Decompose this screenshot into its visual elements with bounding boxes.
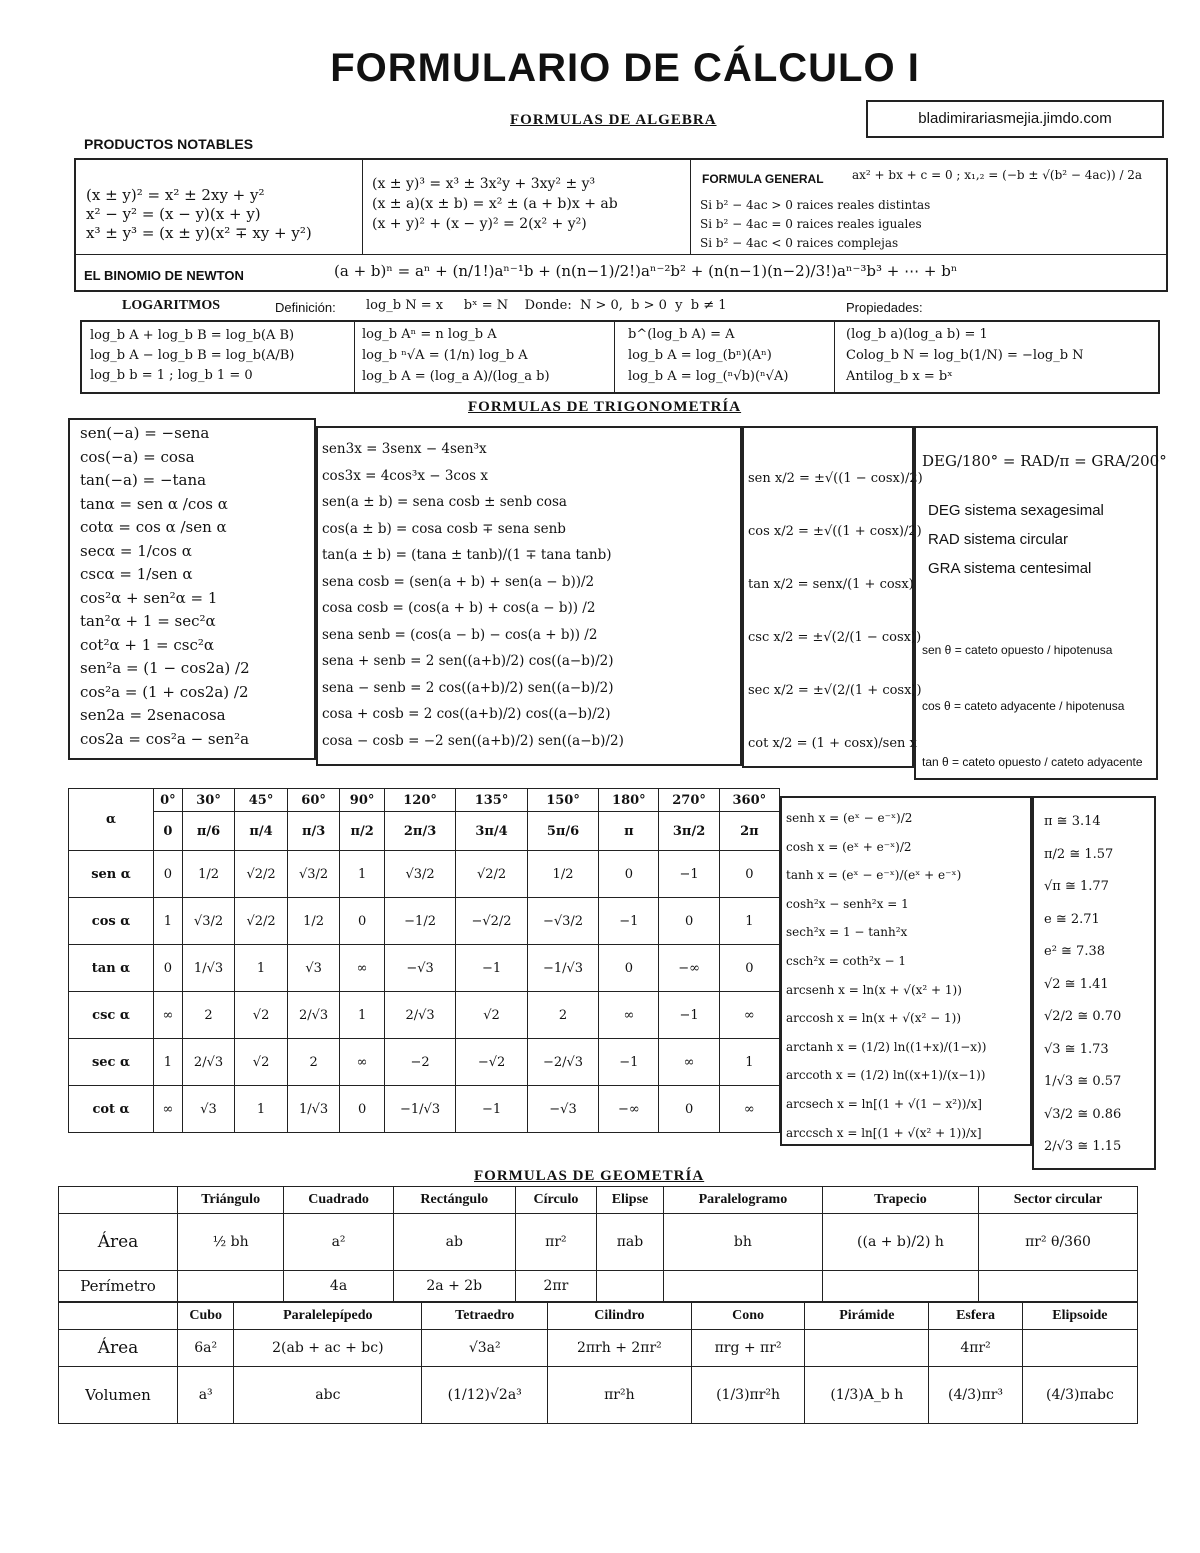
degree-cell: 135° xyxy=(456,789,527,812)
constant: e² ≅ 7.38 xyxy=(1044,944,1106,959)
solid-area-cell: √3a² xyxy=(422,1330,548,1367)
formula: x² − y² = (x − y)(x + y) xyxy=(86,205,261,223)
formula: cos(a ± b) = cosa cosb ∓ sena senb xyxy=(322,520,566,537)
degree-cell: 150° xyxy=(527,789,598,812)
formula: log_b A − log_b B = log_b(A/B) xyxy=(90,348,295,363)
log-col1 xyxy=(90,326,294,386)
unit-item: RAD sistema circular xyxy=(928,531,1069,548)
value-cell: √2/2 xyxy=(235,851,288,898)
table-row xyxy=(69,945,780,992)
value-cell: −∞ xyxy=(599,1086,659,1133)
value-cell: √3 xyxy=(287,945,340,992)
function-name-cell: cos α xyxy=(69,898,154,945)
value-cell: −√3/2 xyxy=(527,898,598,945)
trig-col1 xyxy=(80,422,250,751)
perimeter-cell xyxy=(597,1271,664,1302)
formula: log_b ⁿ√A = (1/n) log_b A xyxy=(362,348,528,363)
units-list xyxy=(928,496,1104,583)
constant: π ≅ 3.14 xyxy=(1044,814,1101,829)
volume-cell: abc xyxy=(234,1367,422,1424)
value-cell: −1 xyxy=(599,1039,659,1086)
formula: cosh x = (eˣ + e⁻ˣ)/2 xyxy=(786,839,912,854)
definicion: log_b N = x bˣ = N Donde: N > 0, b > 0 y b ≠ 1 xyxy=(366,298,727,313)
value-cell: 1 xyxy=(340,992,384,1039)
value-cell: −1 xyxy=(456,945,527,992)
table-row xyxy=(69,1086,780,1133)
value-cell: 1/2 xyxy=(527,851,598,898)
value-cell: −1 xyxy=(659,851,719,898)
units-equation: DEG/180° = RAD/π = GRA/200° xyxy=(922,452,1167,470)
formula: sena senb = (cos(a − b) − cos(a + b)) /2 xyxy=(322,626,598,643)
table-row xyxy=(69,812,780,851)
ratio: tan θ = cateto opuesto / cateto adyacente xyxy=(922,755,1143,769)
angle-table xyxy=(68,788,780,1133)
volume-cell: (4/3)πabc xyxy=(1022,1367,1137,1424)
formula: (x + y)² + (x − y)² = 2(x² + y²) xyxy=(372,216,587,232)
column-header: Sector circular xyxy=(979,1187,1138,1214)
value-cell: 0 xyxy=(659,898,719,945)
value-cell: √2 xyxy=(456,992,527,1039)
formula: arccsch x = ln[(1 + √(x² + 1))/x] xyxy=(786,1125,982,1140)
table-row xyxy=(59,1303,1138,1330)
table-row xyxy=(59,1271,1138,1302)
logaritmos-label: LOGARITMOS xyxy=(122,298,221,313)
value-cell: ∞ xyxy=(659,1039,719,1086)
column-header: Cilindro xyxy=(548,1303,692,1330)
algebra-col3 xyxy=(700,196,930,253)
column-header: Paralelogramo xyxy=(663,1187,822,1214)
algebra-heading: FORMULAS DE ALGEBRA xyxy=(510,112,717,128)
value-cell: 1/2 xyxy=(182,851,235,898)
degree-cell: 60° xyxy=(287,789,340,812)
value-cell: ∞ xyxy=(719,992,779,1039)
function-name-cell: sen α xyxy=(69,851,154,898)
column-header: Cuadrado xyxy=(284,1187,394,1214)
area-cell: bh xyxy=(663,1214,822,1271)
area-cell: πab xyxy=(597,1214,664,1271)
constant: π/2 ≅ 1.57 xyxy=(1044,846,1114,862)
formula-general-label: FORMULA GENERAL xyxy=(702,172,824,186)
formula: log_b A + log_b B = log_b(A B) xyxy=(90,328,295,343)
unit-item: GRA sistema centesimal xyxy=(928,560,1092,577)
formula: tan(a ± b) = (tana ± tanb)/(1 ∓ tana tanb) xyxy=(322,547,612,563)
value-cell: √3/2 xyxy=(287,851,340,898)
value-cell: 0 xyxy=(599,945,659,992)
value-cell: 0 xyxy=(719,851,779,898)
value-cell: √2 xyxy=(235,1039,288,1086)
formula: cos²a = (1 + cos2a) /2 xyxy=(80,682,249,701)
formula: sena + senb = 2 sen((a+b)/2) cos((a−b)/2) xyxy=(322,653,614,669)
formula: Antilog_b x = bˣ xyxy=(846,369,953,384)
formula: arcsenh x = ln(x + √(x² + 1)) xyxy=(786,982,962,997)
log-col4 xyxy=(846,324,1084,387)
value-cell: 1 xyxy=(154,1039,183,1086)
value-cell: ∞ xyxy=(154,1086,183,1133)
value-cell: 0 xyxy=(659,1086,719,1133)
formula: (x ± a)(x ± b) = x² ± (a + b)x + ab xyxy=(372,196,618,212)
perimeter-cell xyxy=(663,1271,822,1302)
solid-area-cell xyxy=(1022,1330,1137,1367)
value-cell: 0 xyxy=(154,945,183,992)
unit-item: DEG sistema sexagesimal xyxy=(928,502,1104,519)
trig-ratios xyxy=(922,622,1143,790)
value-cell: −1/2 xyxy=(384,898,455,945)
formula: log_b A = (log_a A)/(log_a b) xyxy=(362,369,550,384)
value-cell: √2/2 xyxy=(235,898,288,945)
formula: x³ ± y³ = (x ± y)(x² ∓ xy + y²) xyxy=(86,224,312,242)
value-cell: 1 xyxy=(340,851,384,898)
formula: Colog_b N = log_b(1/N) = −log_b N xyxy=(846,348,1084,363)
formula: log_b Aⁿ = n log_b A xyxy=(362,327,497,342)
formula: cos²α + sen²α = 1 xyxy=(80,588,218,607)
value-cell: −√2/2 xyxy=(456,898,527,945)
value-cell: √2/2 xyxy=(456,851,527,898)
value-cell: 2/√3 xyxy=(384,992,455,1039)
value-cell: 2/√3 xyxy=(182,1039,235,1086)
formula: tan x/2 = senx/(1 + cosx) xyxy=(748,577,914,592)
value-cell: 0 xyxy=(154,851,183,898)
radian-cell: 0 xyxy=(154,812,183,851)
value-cell: −1 xyxy=(599,898,659,945)
value-cell: 1/√3 xyxy=(182,945,235,992)
volume-cell: (1/3)πr²h xyxy=(691,1367,805,1424)
value-cell: 0 xyxy=(599,851,659,898)
corner-cell xyxy=(59,1303,178,1330)
hyperbolic-list xyxy=(786,804,986,1147)
area-cell: ½ bh xyxy=(178,1214,284,1271)
formula: sen3x = 3senx − 4sen³x xyxy=(322,441,487,457)
volume-cell: a³ xyxy=(178,1367,234,1424)
formula: secα = 1/cos α xyxy=(80,541,192,560)
perimeter-cell: 2a + 2b xyxy=(393,1271,515,1302)
value-cell: √3 xyxy=(182,1086,235,1133)
formula: sen x/2 = ±√((1 − cosx)/2) xyxy=(748,471,923,486)
trig-heading: FORMULAS DE TRIGONOMETRÍA xyxy=(468,399,742,415)
formula: tan(−a) = −tana xyxy=(80,471,207,489)
value-cell: √3/2 xyxy=(182,898,235,945)
constant: 1/√3 ≅ 0.57 xyxy=(1044,1074,1122,1089)
area-cell: ab xyxy=(393,1214,515,1271)
formula: sec x/2 = ±√(2/(1 + cosx)) xyxy=(748,683,922,698)
column-header: Triángulo xyxy=(178,1187,284,1214)
geometry-solid-table xyxy=(58,1302,1138,1424)
table-row xyxy=(59,1187,1138,1214)
trig-col3 xyxy=(748,452,923,770)
binomio-formula: (a + b)ⁿ = aⁿ + (n/1!)aⁿ⁻¹b + (n(n−1)/2!)aⁿ⁻²b² + (n(n−1)(n−2)/3!)aⁿ⁻³b³ + ⋯ + bⁿ xyxy=(334,262,958,280)
area-cell: πr² xyxy=(515,1214,596,1271)
ratio: sen θ = cateto opuesto / hipotenusa xyxy=(922,643,1113,657)
value-cell: −1 xyxy=(456,1086,527,1133)
formula: cscα = 1/sen α xyxy=(80,565,193,583)
row-label: Volumen xyxy=(59,1367,178,1424)
binomio-label: EL BINOMIO DE NEWTON xyxy=(84,268,244,283)
formula: arcsech x = ln[(1 + √(1 − x²))/x] xyxy=(786,1096,982,1111)
solid-area-cell: πrg + πr² xyxy=(691,1330,805,1367)
formula: log_b b = 1 ; log_b 1 = 0 xyxy=(90,368,253,383)
ratio: cos θ = cateto adyacente / hipotenusa xyxy=(922,699,1125,713)
value-cell: √3/2 xyxy=(384,851,455,898)
perimeter-cell xyxy=(822,1271,978,1302)
constant: √π ≅ 1.77 xyxy=(1044,879,1109,894)
column-header: Círculo xyxy=(515,1187,596,1214)
radian-cell: π/3 xyxy=(287,812,340,851)
formula: senh x = (eˣ − e⁻ˣ)/2 xyxy=(786,811,913,825)
formula: tanh x = (eˣ − e⁻ˣ)/(eˣ + e⁻ˣ) xyxy=(786,868,962,883)
formula-general: ax² + bx + c = 0 ; x₁,₂ = (−b ± √(b² − 4ac)) / 2a xyxy=(852,168,1143,182)
solid-area-cell: 2πrh + 2πr² xyxy=(548,1330,692,1367)
geometry-heading: FORMULAS DE GEOMETRÍA xyxy=(474,1168,705,1184)
degree-cell: 90° xyxy=(340,789,384,812)
volume-cell: (1/3)A_b h xyxy=(805,1367,929,1424)
function-name-cell: cot α xyxy=(69,1086,154,1133)
column-header: Elipsoide xyxy=(1022,1303,1137,1330)
row-label: Perímetro xyxy=(59,1271,178,1302)
radian-cell: π xyxy=(599,812,659,851)
formula: cos x/2 = ±√((1 + cosx)/2) xyxy=(748,524,922,539)
table-row xyxy=(59,1367,1138,1424)
formula: Si b² − 4ac = 0 raices reales iguales xyxy=(700,217,922,231)
formula: (x ± y)² = x² ± 2xy + y² xyxy=(86,186,265,204)
formula: log_b A = log_(ⁿ√b)(ⁿ√A) xyxy=(628,369,789,384)
log-col2 xyxy=(362,324,550,387)
radian-cell: 2π xyxy=(719,812,779,851)
definicion-label: Definición: xyxy=(275,300,336,315)
function-name-cell: sec α xyxy=(69,1039,154,1086)
table-row xyxy=(69,1039,780,1086)
table-row xyxy=(59,1214,1138,1271)
degree-cell: 360° xyxy=(719,789,779,812)
radian-cell: 3π/2 xyxy=(659,812,719,851)
radian-cell: π/2 xyxy=(340,812,384,851)
solid-area-cell: 6a² xyxy=(178,1330,234,1367)
constant: 2/√3 ≅ 1.15 xyxy=(1044,1139,1122,1154)
formula: arccosh x = ln(x + √(x² − 1)) xyxy=(786,1011,961,1026)
degree-cell: 0° xyxy=(154,789,183,812)
radian-cell: 3π/4 xyxy=(456,812,527,851)
formula: Si b² − 4ac > 0 raices reales distintas xyxy=(700,198,931,212)
degree-cell: 30° xyxy=(182,789,235,812)
formula: cosa + cosb = 2 cos((a+b)/2) cos((a−b)/2) xyxy=(322,706,611,722)
table-row xyxy=(59,1330,1138,1367)
column-header: Rectángulo xyxy=(393,1187,515,1214)
column-header: Esfera xyxy=(929,1303,1023,1330)
constants-list xyxy=(1044,806,1121,1164)
column-header: Cono xyxy=(691,1303,805,1330)
productos-label: PRODUCTOS NOTABLES xyxy=(84,136,254,152)
algebra-col1 xyxy=(86,186,312,243)
formula: sen2a = 2senacosa xyxy=(80,706,226,724)
function-name-cell: tan α xyxy=(69,945,154,992)
value-cell: ∞ xyxy=(154,992,183,1039)
function-name-cell: csc α xyxy=(69,992,154,1039)
value-cell: 2 xyxy=(182,992,235,1039)
volume-cell: (1/12)√2a³ xyxy=(422,1367,548,1424)
solid-area-cell xyxy=(805,1330,929,1367)
radian-cell: π/4 xyxy=(235,812,288,851)
value-cell: 2 xyxy=(287,1039,340,1086)
formula: log_b A = log_(bⁿ)(Aⁿ) xyxy=(628,348,772,363)
formula: cos3x = 4cos³x − 3cos x xyxy=(322,467,488,484)
radian-cell: 2π/3 xyxy=(384,812,455,851)
degree-cell: 270° xyxy=(659,789,719,812)
degree-cell: 45° xyxy=(235,789,288,812)
formula: (x ± y)³ = x³ ± 3x²y + 3xy² ± y³ xyxy=(372,176,596,192)
table-row xyxy=(69,898,780,945)
formula: tan²α + 1 = sec²α xyxy=(80,612,216,630)
value-cell: −1 xyxy=(659,992,719,1039)
propiedades-label: Propiedades: xyxy=(846,300,923,315)
table-row xyxy=(69,851,780,898)
solid-area-cell: 4πr² xyxy=(929,1330,1023,1367)
formula: sen(−a) = −sena xyxy=(80,424,210,442)
table-header-alpha: α xyxy=(69,789,154,851)
formula: cotα = cos α /sen α xyxy=(80,518,227,536)
formula: cot x/2 = (1 + cosx)/sen x xyxy=(748,736,917,751)
constant: √3 ≅ 1.73 xyxy=(1044,1041,1109,1057)
formula: (log_b a)(log_a b) = 1 xyxy=(846,327,988,342)
column-header: Cubo xyxy=(178,1303,234,1330)
value-cell: ∞ xyxy=(340,1039,384,1086)
corner-cell xyxy=(59,1187,178,1214)
area-cell: ((a + b)/2) h xyxy=(822,1214,978,1271)
formula: sena − senb = 2 cos((a+b)/2) sen((a−b)/2) xyxy=(322,679,614,696)
formula: csch²x = coth²x − 1 xyxy=(786,953,906,968)
value-cell: 1/2 xyxy=(287,898,340,945)
value-cell: 0 xyxy=(340,898,384,945)
formula: cot²α + 1 = csc²α xyxy=(80,635,214,654)
value-cell: −∞ xyxy=(659,945,719,992)
perimeter-cell xyxy=(979,1271,1138,1302)
radian-cell: π/6 xyxy=(182,812,235,851)
column-header: Pirámide xyxy=(805,1303,929,1330)
area-cell: πr² θ/360 xyxy=(979,1214,1138,1271)
value-cell: ∞ xyxy=(599,992,659,1039)
volume-cell: (4/3)πr³ xyxy=(929,1367,1023,1424)
value-cell: 1 xyxy=(235,945,288,992)
value-cell: −√3 xyxy=(384,945,455,992)
value-cell: ∞ xyxy=(719,1086,779,1133)
formula: cos(−a) = cosa xyxy=(80,447,195,466)
value-cell: −2/√3 xyxy=(527,1039,598,1086)
column-header: Tetraedro xyxy=(422,1303,548,1330)
degree-cell: 180° xyxy=(599,789,659,812)
value-cell: 1 xyxy=(154,898,183,945)
formula: sena cosb = (sen(a + b) + sen(a − b))/2 xyxy=(322,573,595,590)
column-header: Paralelepípedo xyxy=(234,1303,422,1330)
radian-cell: 5π/6 xyxy=(527,812,598,851)
constant: e ≅ 2.71 xyxy=(1044,911,1100,927)
formula: sen²a = (1 − cos2a) /2 xyxy=(80,659,250,677)
formula: cosa − cosb = −2 sen((a+b)/2) sen((a−b)/2) xyxy=(322,732,624,749)
volume-cell: πr²h xyxy=(548,1367,692,1424)
column-header: Trapecio xyxy=(822,1187,978,1214)
value-cell: −1/√3 xyxy=(384,1086,455,1133)
formula: csc x/2 = ±√(2/(1 − cosx)) xyxy=(748,630,922,645)
table-row xyxy=(69,789,780,812)
constant: √2 ≅ 1.41 xyxy=(1044,976,1109,992)
perimeter-cell: 2πr xyxy=(515,1271,596,1302)
formula: b^(log_b A) = A xyxy=(628,327,735,342)
value-cell: 1 xyxy=(719,898,779,945)
perimeter-cell xyxy=(178,1271,284,1302)
value-cell: 1/√3 xyxy=(287,1086,340,1133)
formula: cosa cosb = (cos(a + b) + cos(a − b)) /2 xyxy=(322,600,596,616)
constant: √2/2 ≅ 0.70 xyxy=(1044,1009,1122,1024)
formula: arctanh x = (1/2) ln((1+x)/(1−x)) xyxy=(786,1039,987,1054)
row-label: Área xyxy=(59,1330,178,1367)
solid-area-cell: 2(ab + ac + bc) xyxy=(234,1330,422,1367)
value-cell: 0 xyxy=(340,1086,384,1133)
row-label: Área xyxy=(59,1214,178,1271)
value-cell: −1/√3 xyxy=(527,945,598,992)
area-cell: a² xyxy=(284,1214,394,1271)
column-header: Elipse xyxy=(597,1187,664,1214)
algebra-col2 xyxy=(372,174,618,234)
value-cell: 1 xyxy=(235,1086,288,1133)
value-cell: √2 xyxy=(235,992,288,1039)
formula: tanα = sen α /cos α xyxy=(80,494,228,513)
formula: sen(a ± b) = sena cosb ± senb cosa xyxy=(322,494,567,510)
value-cell: −2 xyxy=(384,1039,455,1086)
page-title: FORMULARIO DE CÁLCULO I xyxy=(330,46,920,90)
formula: arccoth x = (1/2) ln((x+1)/(x−1)) xyxy=(786,1068,986,1083)
formula: cosh²x − senh²x = 1 xyxy=(786,896,909,911)
constant: √3/2 ≅ 0.86 xyxy=(1044,1106,1122,1122)
formula: sech²x = 1 − tanh²x xyxy=(786,925,908,940)
value-cell: −√2 xyxy=(456,1039,527,1086)
value-cell: 2 xyxy=(527,992,598,1039)
value-cell: 2/√3 xyxy=(287,992,340,1039)
value-cell: 1 xyxy=(719,1039,779,1086)
website-box xyxy=(866,100,1164,138)
table-row xyxy=(69,992,780,1039)
perimeter-cell: 4a xyxy=(284,1271,394,1302)
formula: Si b² − 4ac < 0 raices complejas xyxy=(700,236,899,250)
value-cell: −√3 xyxy=(527,1086,598,1133)
degree-cell: 120° xyxy=(384,789,455,812)
log-col3 xyxy=(628,324,788,387)
trig-col2 xyxy=(322,436,624,754)
value-cell: 0 xyxy=(719,945,779,992)
formula: cos2a = cos²a − sen²a xyxy=(80,729,250,748)
value-cell: ∞ xyxy=(340,945,384,992)
website-url: bladimirariasmejia.jimdo.com xyxy=(918,110,1112,127)
geometry-flat-table xyxy=(58,1186,1138,1302)
